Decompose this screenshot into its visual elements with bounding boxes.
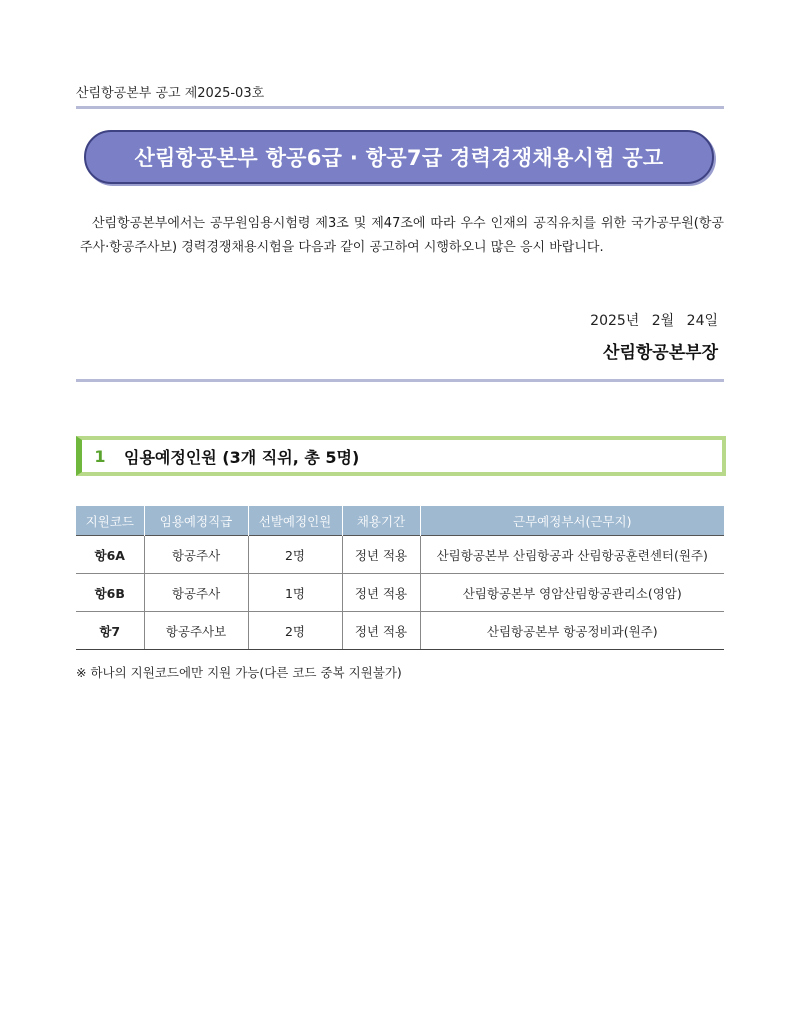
intro-text: 산림항공본부에서는 공무원임용시험령 제3조 및 제47조에 따라 우수 인재의 공직유치를 위한 국가공무원(항공주사·항공주사보) 경력경쟁채용시험을 다음과 같이 공고하여 시행하오니 많은 응시 바랍니다. xyxy=(80,216,724,255)
header-cell: 임용예정직급 xyxy=(144,506,248,536)
code-cell: 항6A xyxy=(76,536,144,574)
positions-table xyxy=(76,506,724,650)
top-divider xyxy=(76,106,724,109)
department-cell: 산림항공본부 항공정비과(원주) xyxy=(420,612,724,650)
signer: 산림항공본부장 xyxy=(603,343,718,363)
footnote: ※ 하나의 지원코드에만 지원 가능(다른 코드 중복 지원불가) xyxy=(76,665,402,680)
notice-number: 산림항공본부 공고 제2025-03호 xyxy=(76,86,265,101)
header-cell: 지원코드 xyxy=(76,506,144,536)
table-row xyxy=(76,612,724,650)
table-row xyxy=(76,536,724,574)
grade-cell: 항공주사 xyxy=(144,574,248,612)
department-cell: 산림항공본부 영암산림항공관리소(영암) xyxy=(420,574,724,612)
count-cell: 2명 xyxy=(248,612,342,650)
announcement-title: 산림항공본부 항공6급 · 항공7급 경력경쟁채용시험 공고 xyxy=(84,130,714,184)
code-cell: 항6B xyxy=(76,574,144,612)
header-cell: 근무예정부서(근무지) xyxy=(420,506,724,536)
period-cell: 정년 적용 xyxy=(342,536,420,574)
announcement-date: 2025년 2월 24일 xyxy=(590,313,718,329)
header-cell: 채용기간 xyxy=(342,506,420,536)
bottom-divider xyxy=(76,379,724,382)
count-cell: 2명 xyxy=(248,536,342,574)
grade-cell: 항공주사 xyxy=(144,536,248,574)
section-heading xyxy=(76,436,726,476)
intro-paragraph xyxy=(80,212,724,260)
period-cell: 정년 적용 xyxy=(342,574,420,612)
section-number: 1 xyxy=(94,446,106,466)
grade-cell: 항공주사보 xyxy=(144,612,248,650)
code-cell: 항7 xyxy=(76,612,144,650)
header-cell: 선발예정인원 xyxy=(248,506,342,536)
table-header-row xyxy=(76,506,724,536)
section-title: 임용예정인원 (3개 직위, 총 5명) xyxy=(124,447,360,467)
table-row xyxy=(76,574,724,612)
period-cell: 정년 적용 xyxy=(342,612,420,650)
department-cell: 산림항공본부 산림항공과 산림항공훈련센터(원주) xyxy=(420,536,724,574)
count-cell: 1명 xyxy=(248,574,342,612)
